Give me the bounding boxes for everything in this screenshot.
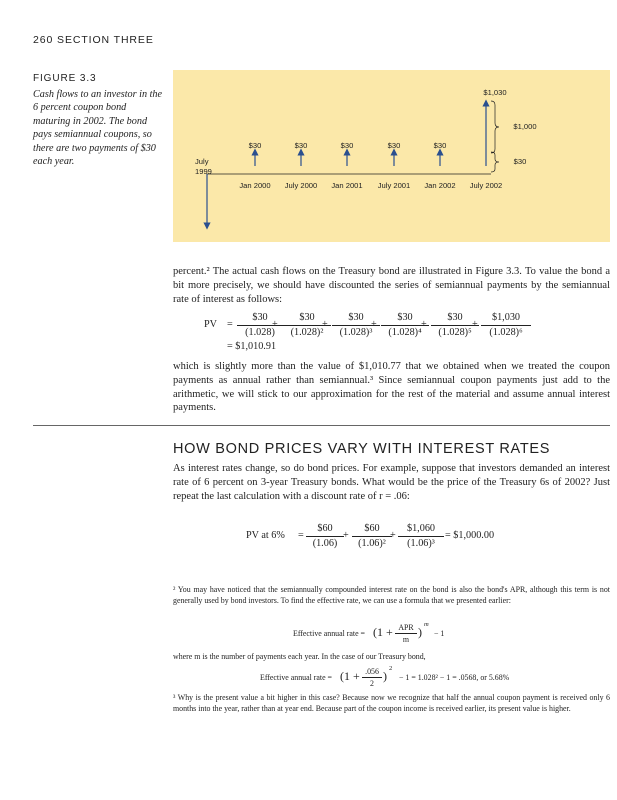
- eq-lhs: PV: [204, 319, 218, 330]
- coupon-amount: $30: [387, 141, 401, 150]
- footnote: ² You may have noticed that the semiannually compounded interest rate on the bond is also the bond's APR, although this term is not generally used by bond investors. To find the effective rate, we can use a formula that we presented earlier:: [173, 585, 610, 605]
- formula-fraction: APR m: [395, 623, 417, 644]
- coupon-amount: $30: [340, 141, 354, 150]
- eq-fraction: $\frac{\$1,030}{\text{(1.028)⁶}}$: [481, 312, 531, 339]
- cash-flow-diagram: [173, 70, 610, 242]
- formula-lhs: Effective annual rate =: [293, 629, 365, 638]
- footnote: ³ Why is the present value a bit higher in this case? Because now we recognize that half the annual coupon payment is received only 6 months into the year, rather than at year end. Because part of the coupon income is received earlier, its present value is higher.: [173, 693, 610, 713]
- eq-plus: +: [322, 319, 328, 330]
- coupon-brace: [491, 152, 499, 172]
- payment-date: July 2000: [284, 181, 318, 190]
- eq-fraction: $\frac{\$30}{\text{(1.028)⁵}}$: [431, 312, 479, 339]
- eq-plus: +: [371, 319, 377, 330]
- eq-plus: +: [390, 530, 396, 541]
- eq-fraction: $\frac{\$60}{(1.06)}$: [306, 523, 344, 550]
- coupon-amount: $30: [294, 141, 308, 150]
- final-total-label: $1,030: [483, 88, 507, 97]
- start-date-label: July 1999: [195, 157, 212, 176]
- calc-tail: − 1 = 1.028² − 1 = .0568, or 5.68%: [399, 673, 510, 682]
- eq-fraction: $\frac{\$30}{(1.028)}$: [237, 312, 283, 339]
- calc-exponent: 2: [389, 665, 393, 672]
- figure-caption: Cash flows to an investor in the 6 percent coupon bond maturing in 2002. The bond pays semiannual coupons, so there are two payments of $30 each year.: [33, 89, 163, 168]
- eq-plus: +: [272, 319, 278, 330]
- eq-fraction: $\frac{\$30}{\text{(1.028)⁴}}$: [381, 312, 429, 339]
- eq-plus: +: [472, 319, 478, 330]
- payment-date: July 2002: [469, 181, 503, 190]
- figure-label: FIGURE 3.3: [33, 73, 97, 84]
- payment-date: Jan 2001: [331, 181, 363, 190]
- coupon-amount: $30: [433, 141, 447, 150]
- payment-date: Jan 2002: [424, 181, 456, 190]
- coupon-amount: $30: [248, 141, 262, 150]
- paren-close: ): [383, 669, 387, 683]
- formula-tail: − 1: [434, 629, 445, 638]
- eq-equals: =: [227, 319, 233, 330]
- cash-flow-figure: [173, 70, 610, 242]
- eq-plus: +: [421, 319, 427, 330]
- eq-fraction: $\frac{\$30}{\text{(1.028)³}}$: [332, 312, 380, 339]
- principal-brace: [491, 101, 499, 153]
- eq-fraction: $\frac{\$30}{\text{(1.028)²}}$: [283, 312, 331, 339]
- eq-result: = $1,000.00: [445, 530, 495, 541]
- calc-fraction: $\frac{.056}{2}$: [362, 667, 382, 688]
- eq-result: = $1,010.91: [227, 341, 277, 352]
- footnote-text: where m is the number of payments each year. In the case of our Treasury bond,: [173, 652, 426, 661]
- paragraph: which is slightly more than the value of $1,010.77 that we obtained when we treated the coupon payments as annual rather than semiannual.³ Since semiannual coupon payments just add to the arithmetic, we will stick to our approximation for the rest of the material and assume annual interest payments.: [173, 361, 610, 414]
- paren-open: (1 +: [340, 669, 360, 683]
- eq-equals: =: [298, 530, 304, 541]
- eq-fraction: $\frac{\$60}{\text{(1.06)²}}$: [352, 523, 392, 550]
- payment-date: Jan 2000: [239, 181, 271, 190]
- paren-open: (1 +: [373, 625, 393, 639]
- principal-label: $1,000: [513, 122, 537, 131]
- calc-lhs: Effective annual rate =: [260, 673, 332, 682]
- coupon-label: $30: [513, 157, 527, 166]
- section-divider: [33, 425, 610, 426]
- eq-fraction: $\frac{\$1,060}{\text{(1.06)³}}$: [398, 523, 444, 550]
- eq-lhs: PV at 6%: [246, 530, 285, 541]
- section-heading: HOW BOND PRICES VARY WITH INTEREST RATES: [173, 441, 551, 457]
- formula-exponent: m: [424, 621, 429, 628]
- eq-plus: +: [343, 530, 349, 541]
- paragraph: As interest rates change, so do bond prices. For example, suppose that investors demanded an interest rate of 6 percent on 3-year Treasury bonds. What would be the price of the Treasury 6s of 2002? Just repeat the last calculation with a discount rate of r = .06:: [173, 463, 610, 502]
- paragraph: percent.² The actual cash flows on the Treasury bond are illustrated in Figure 3.3. To value the bond a bit more precisely, we should have discounted the series of semiannual payments by the semiannual rate of interest as follows:: [173, 266, 610, 305]
- running-head: 260 SECTION THREE: [33, 34, 154, 46]
- paren-close: ): [418, 625, 422, 639]
- payment-date: July 2001: [377, 181, 411, 190]
